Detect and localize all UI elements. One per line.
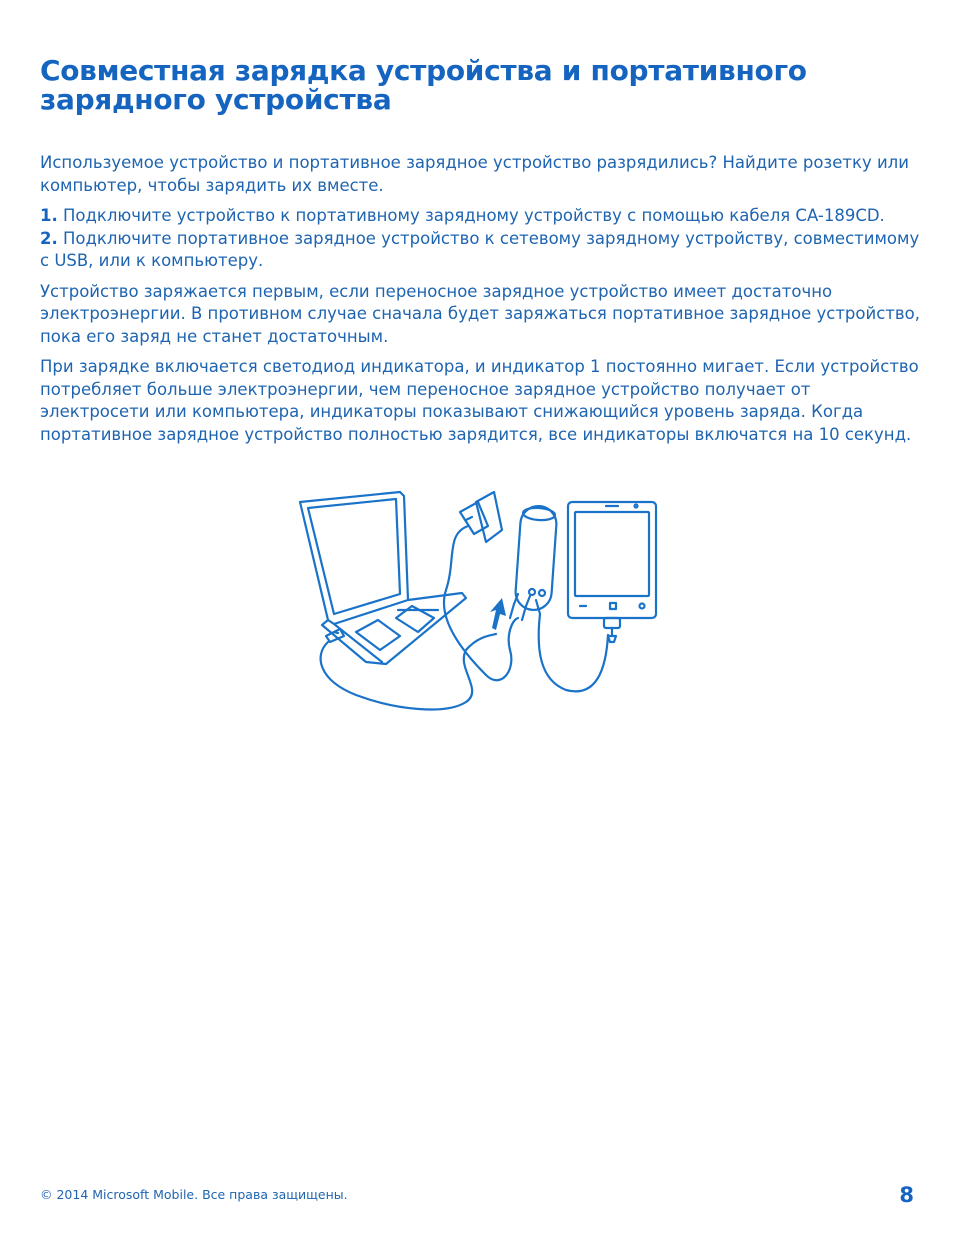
step-text: Подключите устройство к портативному зарядному устройству с помощью кабеля CA-189CD. [63,206,885,225]
paragraph-indicators: При зарядке включается светодиод индикатора, и индикатор 1 постоянно мигает. Если устройство потребляет больше электроэнергии, чем переносное зарядное устройство получает от электросети или компьютера, индикаторы показывают снижающийся уровень заряда. Когда портативное зарядное устройство полностью зарядится, все индикаторы включатся на 10 секунд. [40,357,919,444]
step-text: Подключите портативное зарядное устройство к сетевому зарядному устройству, совместимому с USB, или к компьютеру. [40,228,920,270]
step-2 [40,228,924,273]
arrow-up-icon [490,598,506,630]
laptop-icon [300,492,466,664]
page-number: 8 [899,1183,914,1207]
cable-connectors [510,594,608,691]
step-number: 1. [40,206,58,225]
content [40,152,924,454]
page-title: Совместная зарядка устройства и портативного зарядного устройства [40,54,807,116]
charging-illustration [296,490,662,715]
portable-charger-icon [514,505,557,611]
step-number: 2. [40,228,58,248]
paragraph-charging-order: Устройство заряжается первым, если переносное зарядное устройство имеет достаточно электроэнергии. В противном случае сначала будет заряжаться портативное зарядное устройство, пока его заряд не станет достаточным. [40,281,920,346]
wall-socket-icon [444,492,518,680]
steps-list [40,205,924,273]
usb-plug-icon [321,629,496,709]
step-1 [40,205,924,228]
footer-copyright: © 2014 Microsoft Mobile. Все права защищены. [40,1187,348,1202]
intro-paragraph: Используемое устройство и портативное зарядное устройство разрядились? Найдите розетку или компьютер, чтобы зарядить их вместе. [40,153,909,195]
phone-icon [568,502,656,642]
